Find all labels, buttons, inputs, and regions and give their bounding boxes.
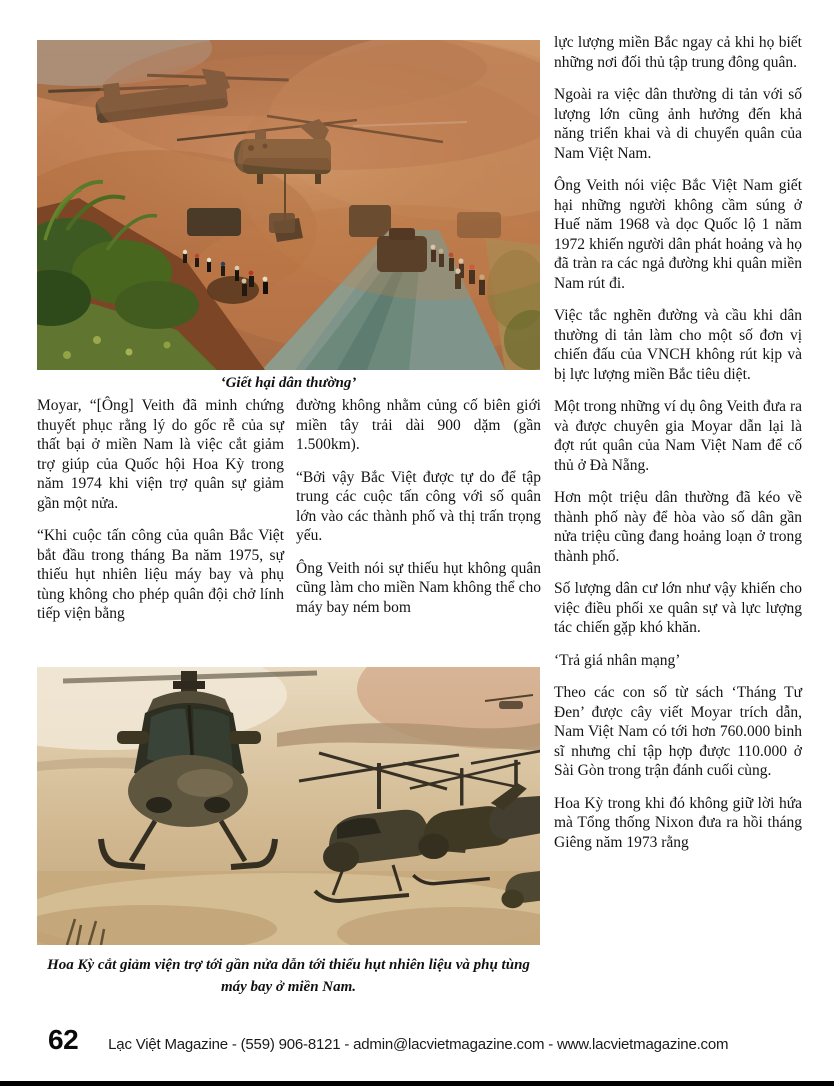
photo2-caption: Hoa Kỳ cắt giảm viện trợ tới gần nửa dẫn tới thiếu hụt nhiên liệu và phụ tùng máy bay ở miền Nam.	[47, 957, 530, 995]
paragraph: Một trong những ví dụ ông Veith đưa ra và được chuyên gia Moyar dẫn lại là đợt rút quân của Nam Việt Nam để cố thủ ở Đà Nẵng.	[554, 398, 802, 474]
paragraph: Việc tắc nghẽn đường và cầu khi dân thường di tản làm cho một số đơn vị chiến đấu của VNCH không rút kịp và bị lực lượng miền Bắc tiêu diệt.	[554, 307, 802, 383]
paragraph: Hoa Kỳ trong khi đó không giữ lời hứa mà Tổng thống Nixon đưa ra hồi tháng Giêng năm 1973 rằng	[554, 794, 802, 851]
paragraph: lực lượng miền Bắc ngay cả khi họ biết những nơi đối thủ tập trung đông quân.	[554, 34, 802, 71]
text-column-right	[554, 33, 802, 852]
paragraph: Ngoài ra việc dân thường di tản với số lượng lớn cũng ảnh hưởng đến khả năng triển khai và di chuyển quân của Nam Việt Nam.	[554, 86, 802, 162]
photo-chinook-evacuation	[37, 40, 540, 370]
paragraph: Hơn một triệu dân thường đã kéo về thành phố này để hòa vào số dân gần nửa triệu cũng đang hoảng loạn ở trong thành phố.	[554, 489, 802, 565]
paragraph: Số lượng dân cư lớn như vậy khiến cho việc điều phối xe quân sự và lực lượng tác chiến gặp khó khăn.	[554, 580, 802, 636]
paragraph: đường không nhằm củng cố biên giới miền tây trải dài 900 dặm (gần 1.500km).	[296, 397, 541, 453]
text-column-left	[37, 396, 284, 624]
footer-contact-line: Lạc Việt Magazine - (559) 906-8121 - admin@lacvietmagazine.com - www.lacvietmagazine.com	[108, 1036, 729, 1053]
text-column-middle	[296, 396, 541, 617]
paragraph: Theo các con số từ sách ‘Tháng Tư Đen’ được cây viết Moyar trích dẫn, Nam Việt Nam có tới hơn 760.000 binh sĩ nhưng chỉ tập hợp được 110.000 ở Sài Gòn trong trận đánh cuối cùng.	[554, 684, 802, 779]
chinook-photo-illustration	[37, 40, 540, 370]
paragraph: Ông Veith nói sự thiếu hụt không quân cũng làm cho miền Nam không thể cho máy bay ném bom	[296, 559, 541, 616]
huey-photo-illustration	[37, 667, 540, 945]
paragraph: Moyar, “[Ông] Veith đã minh chứng thuyết phục rằng lý do gốc rễ của sự thất bại ở miền Nam là việc cắt giảm trợ giúp của Quốc hội Hoa Kỳ trong năm 1974 khi viện trợ quân sự giảm gần một nửa.	[37, 397, 284, 512]
paragraph: “Bởi vậy Bắc Việt được tự do để tập trung các cuộc tấn công với số quân lớn vào các thành phố và thị trấn trọng yếu.	[296, 468, 541, 544]
subheading-quote: ‘Trả giá nhân mạng’	[554, 651, 681, 669]
photo1-caption: ‘Giết hại dân thường’	[220, 375, 357, 391]
photo-huey-formation	[37, 667, 540, 945]
paragraph: Ông Veith nói việc Bắc Việt Nam giết hại những người không cầm súng ở Huế năm 1968 và dọc Quốc lộ 1 năm 1972 khiến người dân phát hoảng và họ đã tràn ra các ngả đường khi quân miền Nam rút đi.	[554, 177, 802, 292]
page-bottom-bar	[0, 1081, 834, 1086]
paragraph: “Khi cuộc tấn công của quân Bắc Việt bắt đầu trong tháng Ba năm 1975, sự thiếu hụt nhiên liệu máy bay và phụ tùng không cho phép quân đội chở lính tiếp viện bằng	[37, 527, 284, 622]
page-number: 62	[48, 1024, 79, 1055]
page-footer	[48, 1024, 728, 1056]
